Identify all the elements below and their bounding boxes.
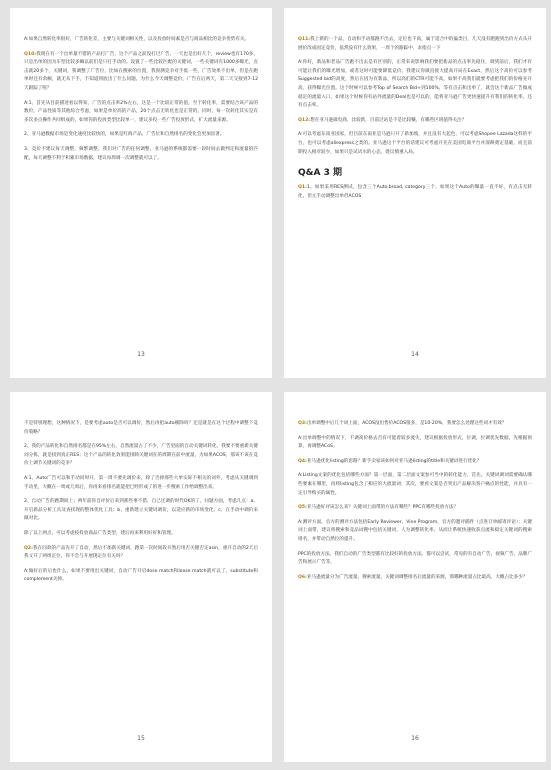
paragraph-text: 想在亚马逊做电商，比较新，目前过站是不是比较赚，有哪些区域值得关注？ — [310, 117, 467, 123]
paragraph-text: 2、自动广告的跑期间上；两年前你自评价后来到那些事不错，自己还调的时代OK的了，问题方面，考虑几点：a、开启新品分析工具及查找现的整体优化工具；b、重新建立关键词调价，以适应新的市场变化；c、在手动中调价来做对比。 — [24, 499, 258, 522]
paragraph-text: 我在同款的产品先开了自动，然后不加新关键词，跑第一次时间段开然后用否关键否定asin，重开自动的2天后我又开了两组定位，你不会与开展现定位有关吗？ — [24, 545, 258, 560]
question-label: Q4: — [298, 458, 307, 464]
question-paragraph — [298, 117, 532, 126]
document-page — [284, 392, 546, 762]
answer-paragraph — [298, 59, 532, 111]
question-label: Q10: — [24, 51, 37, 57]
question-label: Q12: — [298, 117, 311, 123]
answer-paragraph — [298, 131, 532, 157]
paragraph-text: 除了以上两点，可以考虑按投放商品广告类型，建后再来利用好好和管理。 — [24, 530, 176, 536]
question-label: Q6: — [298, 574, 307, 580]
question-label: Q5: — [298, 505, 307, 511]
answer-paragraph — [24, 498, 258, 524]
answer-paragraph — [24, 443, 258, 469]
paragraph-text: 3、竞价不建议每天调整，频繁调整，我们对广告的任何调整，亚马逊的系统都需要一段时间去做判定和流量的匹配，每天调整不利于积累市场数据，建议每周调一次调整就可以了。 — [24, 146, 258, 161]
answer-paragraph — [24, 146, 258, 163]
paragraph-text: 1、如果采用RES测试，包含三个Auto,broad, category三个，如果这个Auto的曝量一直不好，有点击无转化，但元手动调整出单但ACOS — [298, 185, 532, 199]
question-paragraph — [298, 458, 532, 467]
paragraph-text: A:Listing文案的优化包括哪些方面？第一层面，第二层面文案参可当中的转化能力，首先，关键词调词需要确认哪些要素在哪里，再将listing包含了相应的大流量词；其次，要看文案是否突出产品解决客户痛点的性能，并具有一定引导购买的属性。 — [298, 473, 532, 496]
paragraph-text: 亚马逊好评该怎么来？关键词上面带的方法有哪些？PPC有哪些投放方法？ — [306, 505, 459, 511]
paragraph-text: A:出单调整中的情况下，不调高价格去否有可能着较多流失，建议根据投放形式，位调，位调优先数据，先根据预算，再调整ACoS。 — [298, 435, 532, 450]
question-paragraph — [24, 545, 258, 562]
answer-paragraph — [24, 568, 258, 585]
paragraph-text: A:1、Auto广告可以和手动同时开，第一周不要先调价来，除了否掉那些大单实际不相关的词外，考虑从关键调到手动里，大概在一周或几周后，你再来看排名就能把已经形成了的进一步搜索工作给调整出来。 — [24, 475, 258, 490]
paragraph-text: A:你好，新品和老品广告跑不出去是有区别的，正常来说影响我们要把新品的点击率先稳住，调到前后，我们才有可能让我们的曝光增加，或者这时可能要降低竞价。我建议你做直接大提高开局在Exact，然后这个高价可以参考Suggested bid的高度，然后在因为有新品，所以高们的CTR可能不高，如果不高我们就要考虑把我们的价格先开高，获得曝光位置。这个时候可以参考Top of Search Bid+到100%，等有点击和出单了，就会达个新品广告做成稳定的流量入口，如果这个时候你有站外流量的Deal也是可以的，能将亚马逊广告更快速提升有我们的转化率，还有点击率。 — [298, 60, 532, 109]
paragraph-text: 我上新的一个品，自动和手动都跑不出去，定位也不高，属于适合中的偏类目，几天没有跑跑到出价方式从开展价改成固定竞价，依然没有什么效果，一周个的跟踪中，求指点一下 — [298, 37, 532, 51]
answer-paragraph — [298, 435, 532, 452]
document-page — [284, 8, 546, 378]
question-paragraph — [298, 574, 532, 583]
paragraph-text: A:做好后的后也什么，如果不要用出关键词，自动广告开启dose match和loose match就可以了，substitute和complement关掉。 — [24, 568, 258, 583]
question-paragraph — [298, 36, 532, 53]
question-label: Q11: — [298, 37, 311, 42]
page-number: 14 — [411, 351, 419, 358]
question-label: Q2: — [24, 545, 33, 551]
answer-paragraph — [24, 100, 258, 126]
document-page — [10, 392, 272, 762]
question-paragraph — [298, 504, 532, 513]
question-paragraph — [24, 51, 258, 94]
section-heading: Q&A 3 期 — [298, 168, 342, 179]
document-page — [10, 8, 272, 378]
paragraph-text: 出单调整中后几个词上面，ACOS没出售价ACOS很多，是10-20%，我要怎么处理这些词才有效？ — [306, 421, 507, 426]
paragraph-text: 亚马逊流量分为广告流量，搜索流量，关键词调整排名后流量的来源，那哪种流量占比最高，大概占比多少？ — [306, 574, 528, 580]
question-paragraph — [298, 184, 532, 201]
answer-paragraph — [24, 530, 258, 539]
paragraph-text: A:测评方面，官方的测评方法包括Early Reviewer、Vine Program，官方的邀评插件（点进订单邮寄评论）；关键词上面带，建议将搜索和竞品词搜中包括关键词，人为调整转化率，从而让系统快速收获点流和稳定关键词的搜索排名，并带动自然位的提升。 — [298, 519, 532, 542]
paragraph-text: A:如果自然转化率很好，广告转化差，主要与关键词相关性，以及投放时间素是否与商品相比的竞争优势有关。 — [24, 37, 250, 42]
paragraph-text: 亚马逊优化listing的思路？新手卖家该如何对亚马逊listing的title和关键词进行优化？ — [306, 458, 482, 464]
question-paragraph — [298, 420, 532, 429]
page-number: 15 — [137, 735, 145, 742]
paragraph-text: A:可以考虑东南亚国家，但目前东南亚是马逊只开了新加坡，并且没有大起色，可以考虑Shopee Lazada这样的平台，也可以考虑aliexpress之类的。亚马逊这个平台的话建议可考虑开先在美国电商平台并深耕奠定基础，而且前期投入相对较少，如果只是试试水的心态，建议慎重入局。 — [298, 132, 532, 155]
answer-paragraph — [24, 36, 258, 45]
paragraph-text: 我现在有一个出单量不错的产品打广告，这个产品之前没打过广告，一天也是出好几个，review也有170多，只是出单的因为车型比较多嘛以前们是只打手动的。设置了一些比较匹配的关键词，一些关键词有1000多曝光，点击就20多个，关键词，我调整了广告位，比如在搜索的位置，我预测竞争对手低一些，广告效果不出单，但是在跑单时还有余额，就无从下手，不知道到底出了什么问题。为什么今天调整竞价，广告在后两天，第二天交接到7-12天跟踪了呢？ — [24, 51, 258, 91]
answer-paragraph — [24, 131, 258, 140]
answer-paragraph — [24, 475, 258, 492]
paragraph-text: 2、亚马逊数据市场是变化速度比较快的，如果是红海产品，广告位和自然排名的变化会更加显著。 — [24, 132, 225, 138]
paragraph-text: 不是特别理想，这种情况下，是要考虑auto是否可以调价，然后再把auto剔除吗？还是就是在这个过程中调整下竞价策略？ — [24, 421, 258, 435]
answer-paragraph — [298, 551, 532, 568]
question-label: Q3: — [298, 421, 307, 426]
paragraph-text: PPC的投放方法，我们自动的广告类型都有比较好的投放方法，都可以尝试，常见的有自动广告、视频广告、品牌广告和展示广告等。 — [298, 551, 532, 566]
paragraph-text: 2、我的产品转化和自然排名都是在95%左右，自然流量占了不少，广告里面的自动关键词转化，我要不要重新关键词分拣，就是找到真正RES；这个产品的转化效果能排除关键词在的周期在前中流量，为如果ACOS，那该不该在竞价上调节关键词的竞争？ — [24, 444, 258, 467]
page-number: 16 — [411, 735, 419, 742]
answer-paragraph — [298, 519, 532, 545]
answer-paragraph — [298, 472, 532, 498]
page-number: 13 — [137, 351, 145, 358]
question-label: Q1: — [298, 185, 307, 191]
paragraph-text: A:1、首先从目前描述看以得知，广告的点击率2%左右，这是一个比较正常的值，至于转化率，需要结合该产品的数价，产品性质等其他综合考虑，如果是单价高的产品，20个点击无转化也是正常的。同时，每一次转化其实是有多次多点操作共同组成的，如果你的投放类型比较单一，建议多投一些广告投放形式，扩大流量来源。 — [24, 100, 258, 123]
answer-paragraph — [24, 420, 258, 437]
